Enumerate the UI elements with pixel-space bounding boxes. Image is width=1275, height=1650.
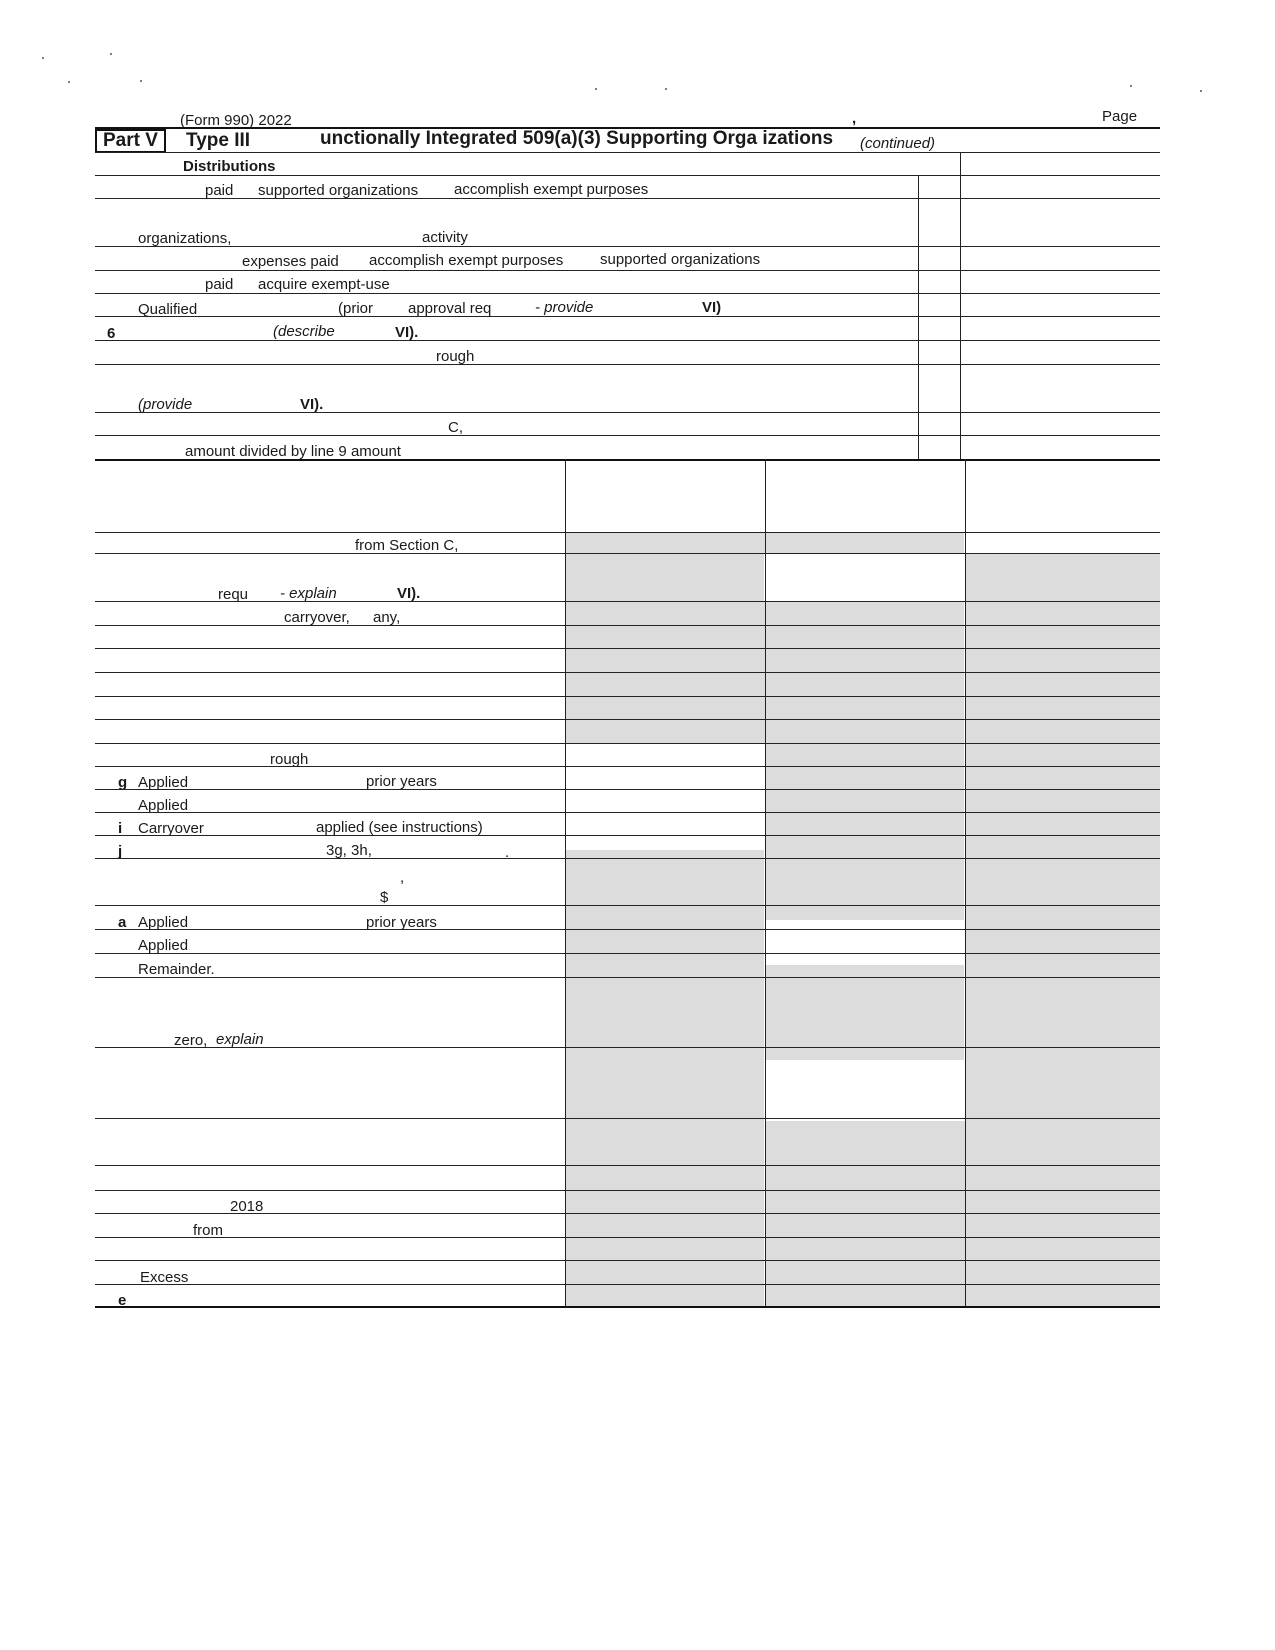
column-divider bbox=[765, 459, 766, 1306]
row-rule bbox=[95, 412, 1160, 413]
section-rule bbox=[95, 459, 1160, 461]
table-bottom-rule bbox=[95, 1306, 1160, 1308]
row-rule bbox=[95, 601, 1160, 602]
c8-text: VI). bbox=[300, 396, 324, 413]
row-rule bbox=[95, 175, 1160, 176]
row-rule bbox=[95, 293, 1160, 294]
d-b-text: Applied bbox=[138, 937, 189, 954]
row-rule bbox=[95, 1047, 1160, 1048]
row-rule bbox=[95, 1165, 1160, 1166]
d-i-text: Carryover bbox=[138, 820, 204, 837]
part-rule bbox=[95, 152, 1160, 153]
c3-text: supported organizations bbox=[600, 251, 761, 268]
column-divider bbox=[565, 459, 566, 1306]
shaded-cell bbox=[566, 553, 764, 601]
scan-speck bbox=[1200, 90, 1202, 92]
d-i-text: applied (see instructions) bbox=[316, 819, 483, 836]
c4-text: paid bbox=[205, 276, 234, 293]
form-reference: (Form 990) 2022 bbox=[180, 112, 292, 129]
c9-text: C, bbox=[448, 419, 463, 436]
row-rule bbox=[95, 532, 1160, 533]
d-excess-text: Excess bbox=[140, 1269, 189, 1286]
section-c-line-divider bbox=[918, 175, 919, 459]
d-j-letter: j bbox=[118, 843, 123, 860]
d-a-text: prior years bbox=[366, 914, 437, 931]
row-rule bbox=[95, 789, 1160, 790]
row-rule bbox=[95, 977, 1160, 978]
c8-text: (provide bbox=[138, 396, 193, 413]
header-mark: , bbox=[852, 110, 857, 127]
c1-text: accomplish exempt purposes bbox=[454, 181, 649, 198]
row-rule bbox=[95, 1260, 1160, 1261]
d-from-text: from bbox=[193, 1222, 223, 1239]
row-rule bbox=[95, 672, 1160, 673]
c1-text: paid bbox=[205, 182, 234, 199]
c5-text: Qualified bbox=[138, 301, 198, 318]
d-f-text: rough bbox=[270, 751, 309, 768]
scan-speck bbox=[110, 53, 112, 55]
d2-text: requ bbox=[218, 586, 249, 603]
row-rule bbox=[95, 766, 1160, 767]
scan-speck bbox=[595, 88, 597, 90]
d-a-text: Applied bbox=[138, 914, 189, 931]
d-dollar: $ bbox=[380, 889, 389, 906]
d-g-text: Applied bbox=[138, 774, 189, 791]
d-year: 2018 bbox=[230, 1198, 264, 1215]
row-rule bbox=[95, 929, 1160, 930]
d-zero-text: zero, bbox=[174, 1032, 208, 1049]
scan-speck bbox=[42, 57, 44, 59]
d-h-text: Applied bbox=[138, 797, 189, 814]
part-continued: (continued) bbox=[860, 135, 936, 152]
row-rule bbox=[95, 953, 1160, 954]
shaded-cell bbox=[766, 989, 964, 1060]
row-rule bbox=[95, 553, 1160, 554]
c3-text: expenses paid bbox=[242, 253, 339, 270]
row-rule bbox=[95, 1213, 1160, 1214]
c5-text: approval req bbox=[408, 300, 492, 317]
row-rule bbox=[95, 1118, 1160, 1119]
row-rule bbox=[95, 648, 1160, 649]
d-g-text: prior years bbox=[366, 773, 437, 790]
d-a-letter: a bbox=[118, 914, 127, 931]
part-tag: Part V bbox=[95, 129, 166, 153]
section-heading: Distributions bbox=[183, 158, 276, 175]
shaded-cell bbox=[566, 989, 764, 1193]
row-rule bbox=[95, 743, 1160, 744]
row-rule bbox=[95, 835, 1160, 836]
row-rule bbox=[95, 1190, 1160, 1191]
row-rule bbox=[95, 364, 1160, 365]
c4-text: acquire exempt-use bbox=[258, 276, 390, 293]
d-j-text: 3g, 3h, bbox=[326, 842, 372, 859]
d-i-letter: i bbox=[118, 820, 123, 837]
c6-number: 6 bbox=[107, 325, 116, 342]
c2-text: activity bbox=[422, 229, 468, 246]
c5-text: (prior bbox=[338, 300, 374, 317]
c10-text: amount divided by line 9 amount bbox=[185, 443, 401, 460]
row-rule bbox=[95, 1237, 1160, 1238]
c7-text: rough bbox=[436, 348, 475, 365]
d-g-letter: g bbox=[118, 774, 128, 791]
d-zero-text: explain bbox=[216, 1031, 264, 1048]
shaded-cell bbox=[966, 553, 1160, 1178]
row-rule bbox=[95, 316, 1160, 317]
row-rule bbox=[95, 905, 1160, 906]
scan-speck bbox=[68, 81, 70, 83]
scan-speck bbox=[140, 80, 142, 82]
scan-speck bbox=[1130, 85, 1132, 87]
row-rule bbox=[95, 198, 1160, 199]
row-rule bbox=[95, 696, 1160, 697]
shaded-cell bbox=[766, 850, 964, 920]
d-e-letter: e bbox=[118, 1292, 127, 1309]
column-divider bbox=[965, 459, 966, 1306]
row-rule bbox=[95, 812, 1160, 813]
shaded-cell bbox=[566, 943, 764, 965]
c1-text: supported organizations bbox=[258, 182, 419, 199]
row-rule bbox=[95, 1284, 1160, 1285]
d1-text: from Section C, bbox=[355, 537, 459, 554]
page-label: Page bbox=[1102, 108, 1138, 125]
d3-text: carryover, bbox=[284, 609, 350, 626]
c5-text: VI) bbox=[702, 299, 722, 316]
c3-text: accomplish exempt purposes bbox=[369, 252, 564, 269]
part-type: Type III bbox=[186, 130, 251, 151]
d3-text: any, bbox=[373, 609, 401, 626]
c6-text: (describe bbox=[273, 323, 335, 340]
c5-text: - provide bbox=[535, 299, 594, 316]
row-rule bbox=[95, 719, 1160, 720]
d-j-dot: . bbox=[505, 844, 510, 861]
d-mark: , bbox=[400, 869, 405, 886]
part-title: unctionally Integrated 509(a)(3) Supporting Orga izations bbox=[320, 128, 834, 149]
row-rule bbox=[95, 858, 1160, 859]
d2-text: VI). bbox=[397, 585, 421, 602]
c6-text: VI). bbox=[395, 324, 419, 341]
row-rule bbox=[95, 625, 1160, 626]
d-c-text: Remainder. bbox=[138, 961, 215, 978]
row-rule bbox=[95, 246, 1160, 247]
row-rule bbox=[95, 270, 1160, 271]
row-rule bbox=[95, 435, 1160, 436]
d2-text: - explain bbox=[280, 585, 337, 602]
c2-text: organizations, bbox=[138, 230, 232, 247]
shaded-cell bbox=[766, 743, 964, 850]
scan-speck bbox=[665, 88, 667, 90]
row-rule bbox=[95, 340, 1160, 341]
